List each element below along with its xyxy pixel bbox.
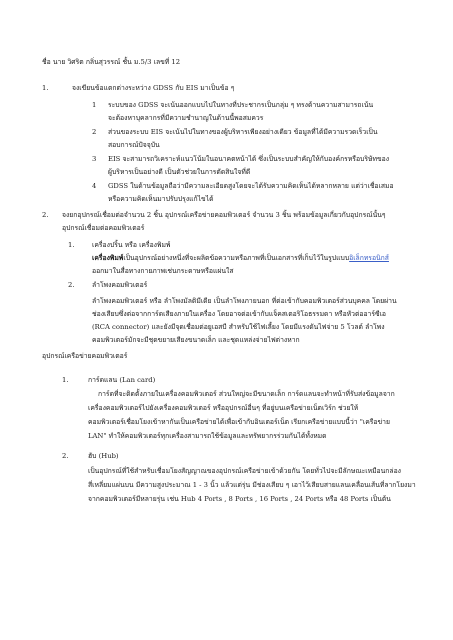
network-device-line: สี่เหลี่ยมแผ่นบน มีความสูงประมาณ 1 - 3 นิ้ว แล้วแต่รุ่น มีช่องเสียบ ๆ เอาไว้เสียบสายแลนเคลื่อนเส้นที่ลากโยงมา xyxy=(88,481,416,489)
q1-item-line: EIS จะสามารถวิเคราะห์แนวโน้มในอนาคตหน้าได้ ซึ่งเป็นระบบสำคัญให้กับองค์กรหรือบริษัทของ xyxy=(108,155,390,163)
device-title: ลำโพงคอมพิวเตอร์ xyxy=(92,281,148,289)
network-device-line: การ์ดที่จะติดตั้งภายในเครื่องคอมพิวเตอร์ ส่วนใหญ่จะมีขนาดเล็ก การ์ดแลนจะทำหน้าที่รับส่งข้อมูลจาก xyxy=(98,390,395,398)
device-text: เป็นอุปกรณ์อย่างหนึ่งที่จะผลิตข้อความหรือภาพที่เป็นเอกสารที่เก็บไว้ในรูปแบบ xyxy=(123,254,350,262)
device-line: ช่องเสียบซึ่งต่อจากการ์ดเสียงภายในเครื่อง โดยอาจต่อเข้ากับแจ็คสเตอริโอธรรมดา หรือหัวต่ออาร์ซีเอ xyxy=(92,310,387,318)
network-device-line: เครื่องคอมพิวเตอร์ไปยังเครื่องคอมพิวเตอร์ หรืออุปกรณ์อื่นๆ ที่อยู่บนเครือข่ายเน็ตเวิร์ก ช่วยให้ xyxy=(88,404,359,412)
q1-item-number: 2 xyxy=(92,128,97,136)
q1-item-line: GDSS ในด้านข้อมูลถือว่ามีความละเอียดสูงโดยจะได้รับความคิดเห็นได้หลากหลาย แต่ว่าเชื่อเสมอ xyxy=(108,182,394,190)
q1-item-number: 1 xyxy=(92,101,97,109)
network-device-title: การ์ดแลน (Lan card) xyxy=(88,376,156,384)
q1-title: จงเขียนข้อแตกต่างระหว่าง GDSS กับ EIS มาเป็นข้อ ๆ xyxy=(72,84,235,92)
device-description xyxy=(92,254,389,263)
device-line: ออกมาในสื่อทางกายภาพเช่นกระดาษหรือแผ่นใส xyxy=(92,267,234,275)
device-line: คอมพิวเตอร์มักจะมีชุดขยายเสียงขนาดเล็ก และชุดแหล่งจ่ายไฟต่างหาก xyxy=(92,336,300,344)
q1-item-number: 4 xyxy=(92,182,97,190)
device-title: เครื่องปริ้น หรือ เครื่องพิมพ์ xyxy=(92,241,171,249)
network-device-number: 2. xyxy=(62,452,69,460)
electronics-link[interactable]: อิเล็กทรอนิกส์ xyxy=(349,254,389,262)
q1-number: 1. xyxy=(42,84,49,92)
q1-item-line: ส่วนของระบบ EIS จะเน้นไปในทางของผู้บริหารเพียงอย่างเดียว ข้อมูลที่ได้มีความรวดเร็วเป็น xyxy=(108,128,378,136)
device-number: 1. xyxy=(68,241,75,249)
device-number: 2. xyxy=(68,281,75,289)
network-device-line: จากคอมพิวเตอร์มีหลายรุ่น เช่น Hub 4 Ports , 8 Ports , 16 Ports , 24 Ports หรือ 48 Ports เป็นต้น xyxy=(88,495,391,503)
network-device-line: คอมพิวเตอร์เชื่อมโยงเข้าหากันเป็นเครือข่ายได้เพื่อเข้ากับอินเตอร์เน็ต เรียกเครือข่ายแบบนี้ว่า "เครือข่าย xyxy=(88,418,390,426)
q1-item-line: สอบการณ์ปัจจุบัน xyxy=(108,141,160,149)
network-device-number: 1. xyxy=(62,376,69,384)
q2-title: จงยกอุปกรณ์เชื่อมต่อจำนวน 2 ชิ้น อุปกรณ์เครือข่ายคอมพิวเตอร์ จำนวน 3 ชิ้น พร้อมข้อมูลเกี่ยวกับอุปกรณ์นั้นๆ xyxy=(62,211,386,219)
device-line: ลำโพงคอมพิวเตอร์ หรือ ลำโพงมัลติมีเดีย เป็นลำโพงภายนอก ที่ต่อเข้ากับคอมพิวเตอร์ส่วนบุคคล โดยผ่าน xyxy=(92,297,397,305)
student-header: ชื่อ นาย วิศริต กลิ่นสุวรรณ์ ชั้น ม.5/3 เลขที่ 12 xyxy=(42,58,181,66)
network-device-line: LAN" ทำให้คอมพิวเตอร์ทุกเครื่องสามารถใช้ข้อมูลและทรัพยากรร่วมกันได้ทั้งหมด xyxy=(88,432,327,440)
device-term: เครื่องพิมพ์ xyxy=(92,254,124,262)
q2-number: 2. xyxy=(42,211,49,219)
device-line: (RCA connector) และยังมีจุดเชื่อมต่อยูเอสบี สำหรับใช้ไฟเลี้ยง โดยมีแรงดันไฟจ่าย 5 โวลต์ ลำโพง xyxy=(92,323,385,331)
q1-item-line: จะต้องหาบุคลากรที่มีความชำนาญในด้านนี้พอสมควร xyxy=(108,114,264,122)
network-device-title: ฮับ (Hub) xyxy=(88,452,119,460)
q1-item-line: หรือความคิดเห็นมาปรับปรุงแก้ไขได้ xyxy=(108,195,214,203)
network-heading: อุปกรณ์เครือข่ายคอมพิวเตอร์ xyxy=(42,352,128,360)
q1-item-line: ระบบของ GDSS จะเน้นออกแบบไปในทางที่ประชากรเป็นกลุ่ม ๆ ทรงด้านความสามารถเน้น xyxy=(108,101,374,109)
q1-item-number: 3 xyxy=(92,155,97,163)
q1-item-line: ผู้บริหารเป็นอย่างดี เป็นตัวช่วยในการตัดสินใจที่ดี xyxy=(108,168,251,176)
network-device-line: เป็นอุปกรณ์ที่ใช้สำหรับเชื่อมโยงสัญญาณของอุปกรณ์เครือข่ายเข้าด้วยกัน โดยทั่วไปจะมีลักษณะเหมือนกล่อง xyxy=(88,467,401,475)
q2-subheading: อุปกรณ์เชื่อมต่อคอมพิวเตอร์ xyxy=(62,224,145,232)
